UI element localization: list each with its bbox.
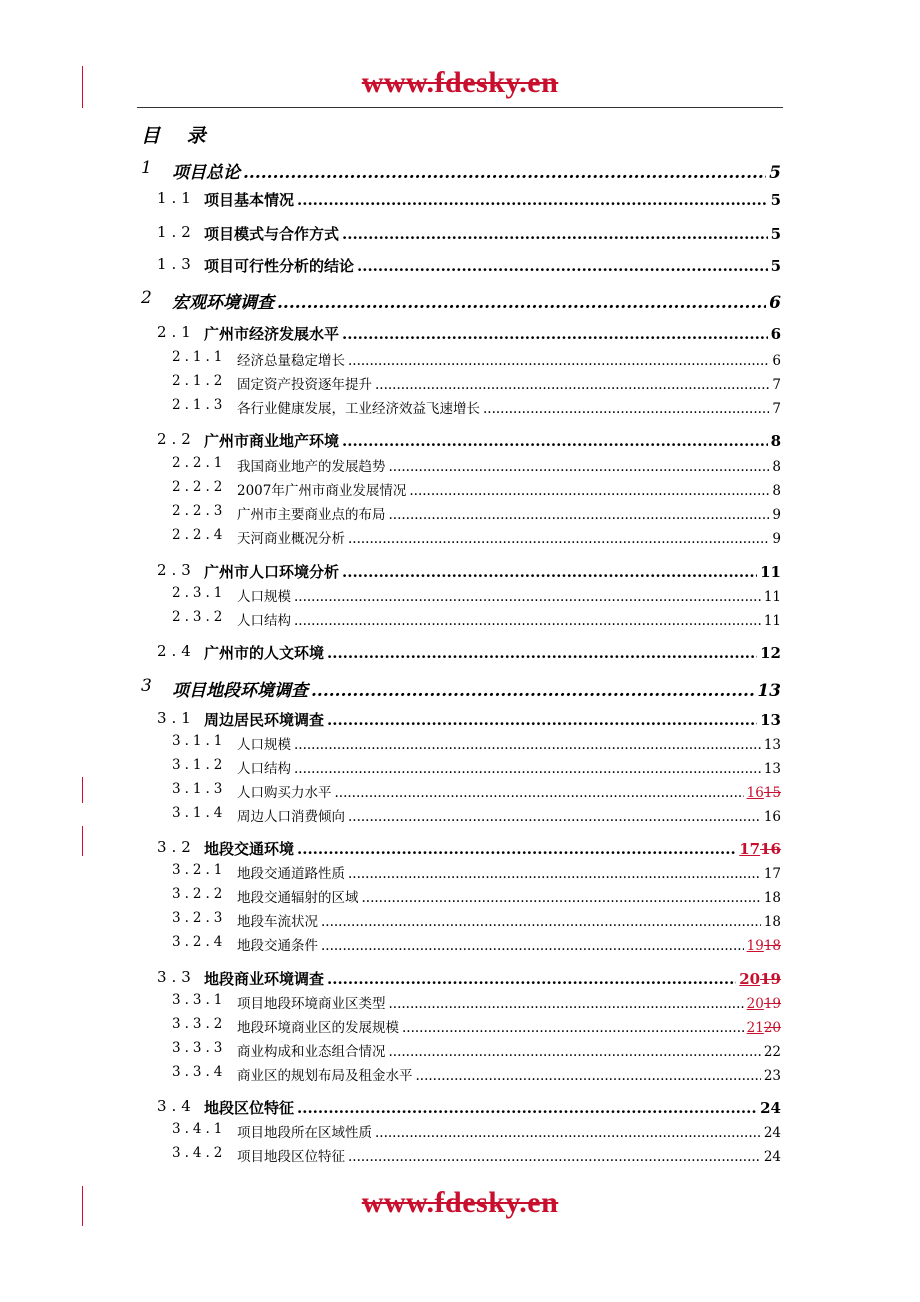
footer-site-url: www.fdesky.en	[361, 1186, 559, 1219]
toc-leader	[348, 809, 761, 825]
toc-entry-number: 2.3	[157, 561, 196, 579]
toc-entry-number: 2.2	[157, 430, 196, 448]
toc-entry-number: 3.4	[157, 1097, 196, 1115]
toc-leader	[375, 377, 769, 393]
toc-entry[interactable]	[0, 642, 920, 666]
toc-entry-page: 13	[760, 711, 781, 729]
toc-entry[interactable]	[0, 397, 920, 421]
toc-entry-page: 18	[763, 914, 781, 930]
toc-entry-number: 2.3.1	[172, 585, 227, 601]
toc-entry-number: 2.2.1	[172, 455, 227, 471]
toc-entry-title: 宏观环境调查	[172, 293, 274, 313]
toc-entry-number: 3.1.3	[172, 781, 227, 797]
toc-entry-page: 22	[763, 1044, 781, 1060]
toc-entry-number: 3.3.2	[172, 1016, 227, 1032]
toc-leader	[389, 996, 744, 1012]
toc-entry-number: 2.2.4	[172, 527, 227, 543]
toc-entry[interactable]	[0, 158, 920, 182]
toc-entry-title: 地段商业环境调查	[204, 970, 325, 988]
toc-leader	[294, 589, 761, 605]
toc-entry-number: 2.1	[157, 323, 196, 341]
toc-entry-title: 我国商业地产的发展趋势	[237, 459, 386, 475]
toc-entry[interactable]	[0, 1097, 920, 1121]
toc-entry-page: 8	[770, 432, 781, 450]
toc-entry-number: 1	[141, 158, 152, 178]
toc-entry[interactable]	[0, 1121, 920, 1145]
toc-entry-title: 广州市人口环境分析	[204, 563, 340, 581]
page-deleted: 18	[763, 938, 781, 954]
toc-entry[interactable]	[0, 455, 920, 479]
toc-entry-title: 地段交通辐射的区域	[237, 890, 359, 906]
toc-entry-number: 3.2.3	[172, 910, 227, 926]
toc-entry-page: 6	[769, 293, 781, 313]
toc-entry[interactable]	[0, 1064, 920, 1088]
toc-leader	[294, 761, 761, 777]
toc-leader	[348, 531, 769, 547]
toc-leader	[294, 737, 761, 753]
toc-leader	[389, 507, 770, 523]
header-site-url: www.fdesky.en	[361, 66, 559, 99]
toc-entry-title: 地段交通条件	[237, 938, 318, 954]
toc-entry-number: 3	[141, 676, 152, 696]
toc-leader	[389, 1044, 761, 1060]
toc-entry[interactable]	[0, 349, 920, 373]
change-bar	[82, 66, 83, 108]
toc-entry[interactable]	[0, 255, 920, 279]
toc-entry[interactable]	[0, 733, 920, 757]
toc-entry-page: 18	[763, 890, 781, 906]
toc-entry[interactable]	[0, 1040, 920, 1064]
toc-title: 目 录	[141, 125, 216, 147]
toc-leader	[294, 613, 761, 629]
toc-entry-page: 23	[763, 1068, 781, 1084]
toc-entry-page: 24	[763, 1149, 781, 1165]
toc-entry[interactable]	[0, 1016, 920, 1040]
toc-entry-title: 天河商业概况分析	[237, 531, 345, 547]
toc-entry-number: 2.2.3	[172, 503, 227, 519]
toc-entry-title: 项目基本情况	[204, 191, 295, 209]
toc-leader	[416, 1068, 761, 1084]
toc-leader	[348, 866, 761, 882]
page-deleted: 16	[760, 840, 781, 858]
toc-leader	[375, 1125, 761, 1141]
toc-entry-title: 地段车流状况	[237, 914, 318, 930]
header-rule	[137, 107, 783, 108]
toc-entry[interactable]	[0, 503, 920, 527]
toc-entry-title: 商业构成和业态组合情况	[237, 1044, 386, 1060]
toc-entry-number: 2.1.2	[172, 373, 227, 389]
toc-entry-page	[739, 840, 781, 858]
toc-entry[interactable]	[0, 910, 920, 934]
toc-entry-title: 经济总量稳定增长	[237, 353, 345, 369]
toc-entry-number: 2.1.1	[172, 349, 227, 365]
toc-leader	[342, 432, 768, 450]
toc-entry-number: 3.3.3	[172, 1040, 227, 1056]
toc-entry-title: 周边人口消费倾向	[237, 809, 345, 825]
toc-leader	[327, 644, 757, 662]
toc-entry[interactable]	[0, 709, 920, 733]
toc-entry-page: 7	[772, 377, 781, 393]
toc-entry-title: 人口规模	[237, 589, 291, 605]
page-inserted: 17	[739, 840, 761, 858]
toc-entry-title: 广州市经济发展水平	[204, 325, 340, 343]
page-deleted: 20	[763, 1020, 781, 1036]
page-inserted: 20	[746, 996, 764, 1012]
toc-entry-number: 3.2	[157, 838, 196, 856]
toc-entry-title: 项目地段环境商业区类型	[237, 996, 386, 1012]
toc-entry-page: 13	[757, 681, 781, 701]
toc-entry-number: 1.3	[157, 255, 196, 273]
toc-leader	[321, 914, 761, 930]
toc-entry-number: 2.2.2	[172, 479, 227, 495]
toc-entry-page: 6	[772, 353, 781, 369]
toc-entry-number: 3.2.1	[172, 862, 227, 878]
toc-entry[interactable]	[0, 992, 920, 1016]
page-inserted: 20	[739, 970, 761, 988]
toc-entry[interactable]	[0, 1145, 920, 1169]
toc-entry-page: 8	[772, 483, 781, 499]
toc-entry-page: 7	[772, 401, 781, 417]
toc-entry[interactable]	[0, 676, 920, 700]
page-inserted: 16	[746, 785, 764, 801]
toc-entry[interactable]	[0, 805, 920, 829]
toc-entry-title: 人口规模	[237, 737, 291, 753]
toc-entry-title: 各行业健康发展，工业经济效益飞速增长	[237, 401, 480, 417]
toc-leader	[402, 1020, 744, 1036]
toc-leader	[348, 353, 769, 369]
toc-entry[interactable]	[0, 527, 920, 551]
toc-entry-page: 13	[763, 761, 781, 777]
toc-entry-page: 11	[763, 613, 781, 629]
toc-entry[interactable]	[0, 781, 920, 805]
toc-leader	[342, 225, 768, 243]
toc-entry-number: 3.1.4	[172, 805, 227, 821]
toc-entry-number: 3.1.2	[172, 757, 227, 773]
toc-entry-title: 广州市的人文环境	[204, 644, 325, 662]
toc-entry-title: 地段区位特征	[204, 1099, 295, 1117]
toc-entry-number: 1.1	[157, 189, 196, 207]
toc-entry[interactable]	[0, 934, 920, 958]
toc-leader	[297, 840, 736, 858]
toc-entry-title: 项目地段所在区域性质	[237, 1125, 372, 1141]
toc-entry-number: 3.1	[157, 709, 196, 727]
toc-entry-page: 24	[760, 1099, 781, 1117]
toc-entry-page: 5	[770, 257, 781, 275]
toc-entry-number: 3.4.1	[172, 1121, 227, 1137]
toc-entry[interactable]	[0, 561, 920, 585]
toc-entry-page: 12	[760, 644, 781, 662]
toc-leader	[335, 785, 744, 801]
toc-entry-title: 广州市主要商业点的布局	[237, 507, 386, 523]
page-deleted: 19	[760, 970, 781, 988]
page-inserted: 19	[746, 938, 764, 954]
toc-entry-page	[747, 1020, 781, 1036]
toc-entry-page: 11	[760, 563, 781, 581]
toc-leader	[362, 890, 761, 906]
toc-entry-title: 人口结构	[237, 613, 291, 629]
toc-entry-title: 2007年广州市商业发展情况	[237, 483, 407, 499]
toc-entry-title: 地段交通环境	[204, 840, 295, 858]
toc-entry-page: 13	[763, 737, 781, 753]
toc-entry[interactable]	[0, 585, 920, 609]
toc-entry-number: 2	[141, 288, 152, 308]
toc-entry[interactable]	[0, 862, 920, 886]
toc-entry-title: 项目地段区位特征	[237, 1149, 345, 1165]
toc-leader	[483, 401, 769, 417]
toc-entry-title: 地段环境商业区的发展规模	[237, 1020, 399, 1036]
toc-entry[interactable]	[0, 609, 920, 633]
toc-entry[interactable]	[0, 838, 920, 862]
toc-entry-page: 8	[772, 459, 781, 475]
toc-entry-number: 2.4	[157, 642, 196, 660]
toc-entry[interactable]	[0, 886, 920, 910]
toc-leader	[342, 325, 768, 343]
toc-entry-title: 人口购买力水平	[237, 785, 332, 801]
toc-entry-page: 9	[772, 531, 781, 547]
toc-entry-page: 5	[770, 191, 781, 209]
toc-entry-page: 5	[769, 163, 781, 183]
toc-entry-number: 1.2	[157, 223, 196, 241]
toc-leader	[327, 711, 757, 729]
toc-entry-number: 3.1.1	[172, 733, 227, 749]
page-deleted: 19	[763, 996, 781, 1012]
toc-entry-title: 地段交通道路性质	[237, 866, 345, 882]
toc-entry-title: 项目模式与合作方式	[204, 225, 340, 243]
toc-entry-page: 24	[763, 1125, 781, 1141]
toc-entry-title: 商业区的规划布局及租金水平	[237, 1068, 413, 1084]
toc-entry[interactable]	[0, 223, 920, 247]
toc-entry-title: 项目地段环境调查	[172, 681, 308, 701]
toc-entry-number: 2.3.2	[172, 609, 227, 625]
toc-entry-page: 16	[763, 809, 781, 825]
toc-leader	[243, 163, 766, 183]
toc-leader	[311, 681, 754, 701]
toc-entry[interactable]	[0, 373, 920, 397]
toc-entry-page	[747, 938, 781, 954]
toc-leader	[297, 1099, 757, 1117]
toc-entry-page: 11	[763, 589, 781, 605]
toc-entry-title: 固定资产投资逐年提升	[237, 377, 372, 393]
toc-entry-title: 项目总论	[172, 163, 240, 183]
page-inserted: 21	[746, 1020, 764, 1036]
toc-leader	[297, 191, 768, 209]
toc-entry-page: 5	[770, 225, 781, 243]
toc-entry-title: 周边居民环境调查	[204, 711, 325, 729]
toc-entry-number: 3.3	[157, 968, 196, 986]
toc-entry[interactable]	[0, 968, 920, 992]
toc-entry-number: 3.2.2	[172, 886, 227, 902]
toc-entry-title: 项目可行性分析的结论	[204, 257, 355, 275]
toc-leader	[357, 257, 768, 275]
toc-leader	[342, 563, 757, 581]
toc-entry-title: 人口结构	[237, 761, 291, 777]
toc-entry[interactable]	[0, 189, 920, 213]
toc-leader	[348, 1149, 761, 1165]
toc-entry-page	[747, 785, 781, 801]
toc-entry[interactable]	[0, 323, 920, 347]
toc-entry-number: 2.1.3	[172, 397, 227, 413]
toc-leader	[321, 938, 744, 954]
toc-entry[interactable]	[0, 757, 920, 781]
toc-entry-number: 3.2.4	[172, 934, 227, 950]
toc-leader	[327, 970, 736, 988]
toc-entry-number: 3.3.4	[172, 1064, 227, 1080]
toc-entry-title: 广州市商业地产环境	[204, 432, 340, 450]
toc-leader	[409, 483, 769, 499]
toc-leader	[389, 459, 770, 475]
toc-entry-page: 6	[770, 325, 781, 343]
toc-entry-page: 17	[763, 866, 781, 882]
toc-entry-page	[747, 996, 781, 1012]
toc-leader	[277, 293, 766, 313]
page-deleted: 15	[763, 785, 781, 801]
toc-entry-page	[739, 970, 781, 988]
toc-entry-number: 3.4.2	[172, 1145, 227, 1161]
toc-entry-number: 3.3.1	[172, 992, 227, 1008]
toc-entry[interactable]	[0, 430, 920, 454]
toc-entry-page: 9	[772, 507, 781, 523]
toc-entry[interactable]	[0, 479, 920, 503]
toc-entry[interactable]	[0, 288, 920, 312]
